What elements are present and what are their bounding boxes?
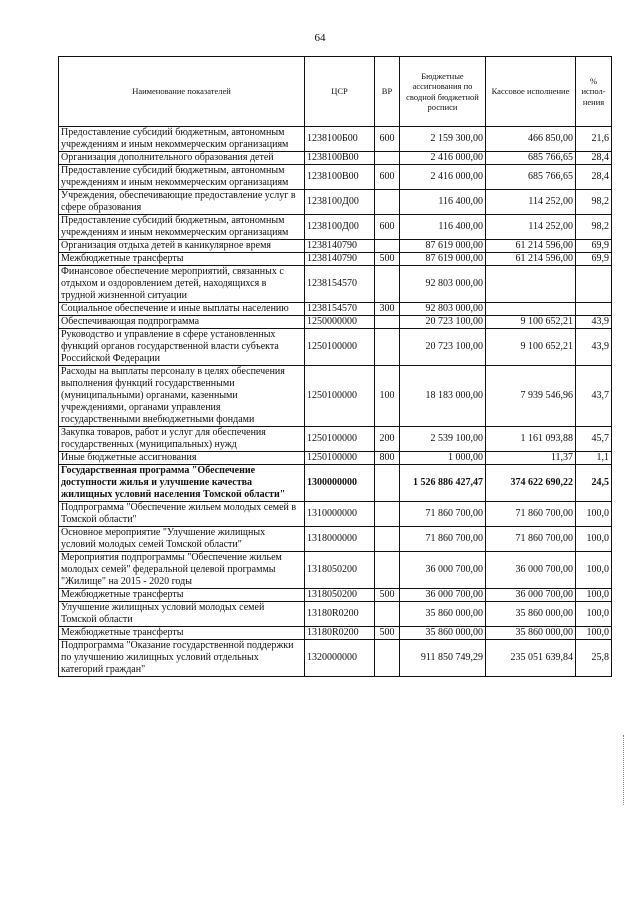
row-vr: 600	[375, 165, 400, 190]
table-row	[59, 215, 612, 240]
row-assignments: 2 539 100,00	[400, 427, 486, 452]
row-percent: 100,0	[576, 527, 612, 552]
row-cash-execution: 685 766,65	[486, 165, 576, 190]
row-vr: 300	[375, 303, 400, 316]
table-row	[59, 552, 612, 589]
row-name: Мероприятия подпрограммы "Обеспечение жильем молодых семей" федеральной целевой программы "Жилище" на 2015 - 2020 годы	[59, 552, 305, 589]
row-csr: 1238100В00	[305, 152, 375, 165]
row-cash-execution	[486, 266, 576, 303]
row-percent: 21,6	[576, 127, 612, 152]
row-name: Расходы на выплаты персоналу в целях обеспечения выполнения функций государственными (муниципальными) органами, казенными учреждениями, органами управления государственными внебюджетными фондами	[59, 366, 305, 427]
row-percent: 28,4	[576, 165, 612, 190]
row-assignments: 92 803 000,00	[400, 303, 486, 316]
row-vr	[375, 465, 400, 502]
table-header-row	[59, 57, 612, 127]
row-assignments: 1 526 886 427,47	[400, 465, 486, 502]
row-csr: 1250000000	[305, 316, 375, 329]
row-assignments: 36 000 700,00	[400, 589, 486, 602]
table-row	[59, 127, 612, 152]
row-name: Социальное обеспечение и иные выплаты населению	[59, 303, 305, 316]
row-assignments: 71 860 700,00	[400, 502, 486, 527]
row-cash-execution: 235 051 639,84	[486, 640, 576, 677]
table-row	[59, 366, 612, 427]
header-name: Наименование показателей	[59, 57, 305, 127]
row-vr	[375, 502, 400, 527]
table-row	[59, 502, 612, 527]
row-percent: 43,7	[576, 366, 612, 427]
header-assignments: Бюджетные ассигнования по сводной бюджетной росписи	[400, 57, 486, 127]
row-cash-execution	[486, 303, 576, 316]
row-assignments: 116 400,00	[400, 215, 486, 240]
row-name: Учреждения, обеспечивающие предоставление услуг в сфере образования	[59, 190, 305, 215]
row-csr: 1250100000	[305, 427, 375, 452]
margin-mark	[623, 735, 626, 805]
row-cash-execution: 11,37	[486, 452, 576, 465]
row-cash-execution: 114 252,00	[486, 215, 576, 240]
row-assignments: 87 619 000,00	[400, 253, 486, 266]
row-csr: 1238154570	[305, 266, 375, 303]
table-row	[59, 266, 612, 303]
row-percent: 100,0	[576, 602, 612, 627]
table-row	[59, 602, 612, 627]
row-percent: 45,7	[576, 427, 612, 452]
row-vr: 200	[375, 427, 400, 452]
header-percent: % испол-нения	[576, 57, 612, 127]
row-cash-execution: 36 000 700,00	[486, 589, 576, 602]
table-row	[59, 253, 612, 266]
row-assignments: 116 400,00	[400, 190, 486, 215]
table-row	[59, 240, 612, 253]
row-csr: 1238100В00	[305, 165, 375, 190]
row-percent: 43,9	[576, 329, 612, 366]
row-vr: 800	[375, 452, 400, 465]
row-assignments: 36 000 700,00	[400, 552, 486, 589]
header-cash-execution: Кассовое исполнение	[486, 57, 576, 127]
row-percent: 25,8	[576, 640, 612, 677]
row-vr	[375, 316, 400, 329]
row-vr	[375, 190, 400, 215]
row-cash-execution: 71 860 700,00	[486, 502, 576, 527]
row-cash-execution: 9 100 652,21	[486, 316, 576, 329]
row-vr: 500	[375, 589, 400, 602]
row-percent: 98,2	[576, 215, 612, 240]
row-assignments: 92 803 000,00	[400, 266, 486, 303]
row-vr: 500	[375, 627, 400, 640]
row-assignments: 35 860 000,00	[400, 602, 486, 627]
row-name: Руководство и управление в сфере установленных функций органов государственной власти субъекта Российской Федерации	[59, 329, 305, 366]
budget-table	[58, 56, 612, 677]
row-vr	[375, 329, 400, 366]
row-cash-execution: 35 860 000,00	[486, 627, 576, 640]
row-percent: 100,0	[576, 502, 612, 527]
row-assignments: 87 619 000,00	[400, 240, 486, 253]
row-cash-execution: 36 000 700,00	[486, 552, 576, 589]
row-name: Основное мероприятие "Улучшение жилищных условий молодых семей Томской области"	[59, 527, 305, 552]
row-csr: 1318050200	[305, 589, 375, 602]
row-cash-execution: 35 860 000,00	[486, 602, 576, 627]
row-cash-execution: 9 100 652,21	[486, 329, 576, 366]
table-row	[59, 527, 612, 552]
row-vr	[375, 552, 400, 589]
row-csr: 1320000000	[305, 640, 375, 677]
row-vr	[375, 527, 400, 552]
table-row	[59, 452, 612, 465]
row-csr: 1238140790	[305, 253, 375, 266]
table-row	[59, 465, 612, 502]
row-vr: 600	[375, 215, 400, 240]
row-csr: 1238100Д00	[305, 190, 375, 215]
row-name: Предоставление субсидий бюджетным, автономным учреждениям и иным некоммерческим организациям	[59, 127, 305, 152]
row-name: Обеспечивающая подпрограмма	[59, 316, 305, 329]
row-assignments: 18 183 000,00	[400, 366, 486, 427]
row-name: Закупка товаров, работ и услуг для обеспечения государственных (муниципальных) нужд	[59, 427, 305, 452]
row-cash-execution: 61 214 596,00	[486, 240, 576, 253]
header-csr: ЦСР	[305, 57, 375, 127]
row-cash-execution: 114 252,00	[486, 190, 576, 215]
row-vr	[375, 152, 400, 165]
row-percent: 100,0	[576, 552, 612, 589]
row-name: Улучшение жилищных условий молодых семей Томской области	[59, 602, 305, 627]
table-row	[59, 427, 612, 452]
row-percent: 28,4	[576, 152, 612, 165]
row-percent: 1,1	[576, 452, 612, 465]
row-csr: 1250100000	[305, 452, 375, 465]
row-name: Иные бюджетные ассигнования	[59, 452, 305, 465]
row-percent: 100,0	[576, 589, 612, 602]
row-vr	[375, 602, 400, 627]
row-csr: 1238154570	[305, 303, 375, 316]
row-csr: 13180R0200	[305, 627, 375, 640]
row-csr: 1250100000	[305, 329, 375, 366]
table-row	[59, 329, 612, 366]
row-percent: 24,5	[576, 465, 612, 502]
row-percent: 69,9	[576, 240, 612, 253]
row-percent: 98,2	[576, 190, 612, 215]
table-row	[59, 589, 612, 602]
table-row	[59, 165, 612, 190]
row-vr: 500	[375, 253, 400, 266]
row-assignments: 1 000,00	[400, 452, 486, 465]
row-name: Предоставление субсидий бюджетным, автономным учреждениям и иным некоммерческим организациям	[59, 215, 305, 240]
table-row	[59, 303, 612, 316]
row-cash-execution: 685 766,65	[486, 152, 576, 165]
row-csr: 1300000000	[305, 465, 375, 502]
row-assignments: 2 416 000,00	[400, 165, 486, 190]
row-vr	[375, 240, 400, 253]
row-vr	[375, 640, 400, 677]
row-csr: 1250100000	[305, 366, 375, 427]
row-name: Государственная программа "Обеспечение доступности жилья и улучшение качества жилищных условий населения Томской области"	[59, 465, 305, 502]
row-name: Организация отдыха детей в каникулярное время	[59, 240, 305, 253]
table-row	[59, 316, 612, 329]
row-cash-execution: 7 939 546,96	[486, 366, 576, 427]
row-cash-execution: 61 214 596,00	[486, 253, 576, 266]
row-name: Межбюджетные трансферты	[59, 627, 305, 640]
row-cash-execution: 374 622 690,22	[486, 465, 576, 502]
row-name: Межбюджетные трансферты	[59, 589, 305, 602]
row-percent: 69,9	[576, 253, 612, 266]
table-row	[59, 640, 612, 677]
row-name: Подпрограмма "Обеспечение жильем молодых семей в Томской области"	[59, 502, 305, 527]
row-name: Финансовое обеспечение мероприятий, связанных с отдыхом и оздоровлением детей, находящихся в трудной жизненной ситуации	[59, 266, 305, 303]
table-row	[59, 152, 612, 165]
row-assignments: 2 159 300,00	[400, 127, 486, 152]
row-percent: 43,9	[576, 316, 612, 329]
row-assignments: 20 723 100,00	[400, 329, 486, 366]
row-csr: 1310000000	[305, 502, 375, 527]
row-assignments: 20 723 100,00	[400, 316, 486, 329]
row-csr: 1238100Д00	[305, 215, 375, 240]
row-assignments: 911 850 749,29	[400, 640, 486, 677]
row-name: Предоставление субсидий бюджетным, автономным учреждениям и иным некоммерческим организациям	[59, 165, 305, 190]
row-assignments: 35 860 000,00	[400, 627, 486, 640]
row-percent: 100,0	[576, 627, 612, 640]
row-name: Подпрограмма "Оказание государственной поддержки по улучшению жилищных условий отдельных категорий граждан"	[59, 640, 305, 677]
row-name: Межбюджетные трансферты	[59, 253, 305, 266]
row-cash-execution: 1 161 093,88	[486, 427, 576, 452]
row-name: Организация дополнительного образования детей	[59, 152, 305, 165]
page-number: 64	[314, 32, 326, 44]
row-assignments: 71 860 700,00	[400, 527, 486, 552]
row-csr: 1238100Б00	[305, 127, 375, 152]
table-row	[59, 190, 612, 215]
row-csr: 1318000000	[305, 527, 375, 552]
row-percent	[576, 266, 612, 303]
header-vr: ВР	[375, 57, 400, 127]
row-cash-execution: 71 860 700,00	[486, 527, 576, 552]
row-vr: 100	[375, 366, 400, 427]
row-cash-execution: 466 850,00	[486, 127, 576, 152]
table-row	[59, 627, 612, 640]
row-vr: 600	[375, 127, 400, 152]
row-percent	[576, 303, 612, 316]
row-csr: 13180R0200	[305, 602, 375, 627]
row-assignments: 2 416 000,00	[400, 152, 486, 165]
row-vr	[375, 266, 400, 303]
row-csr: 1238140790	[305, 240, 375, 253]
row-csr: 1318050200	[305, 552, 375, 589]
